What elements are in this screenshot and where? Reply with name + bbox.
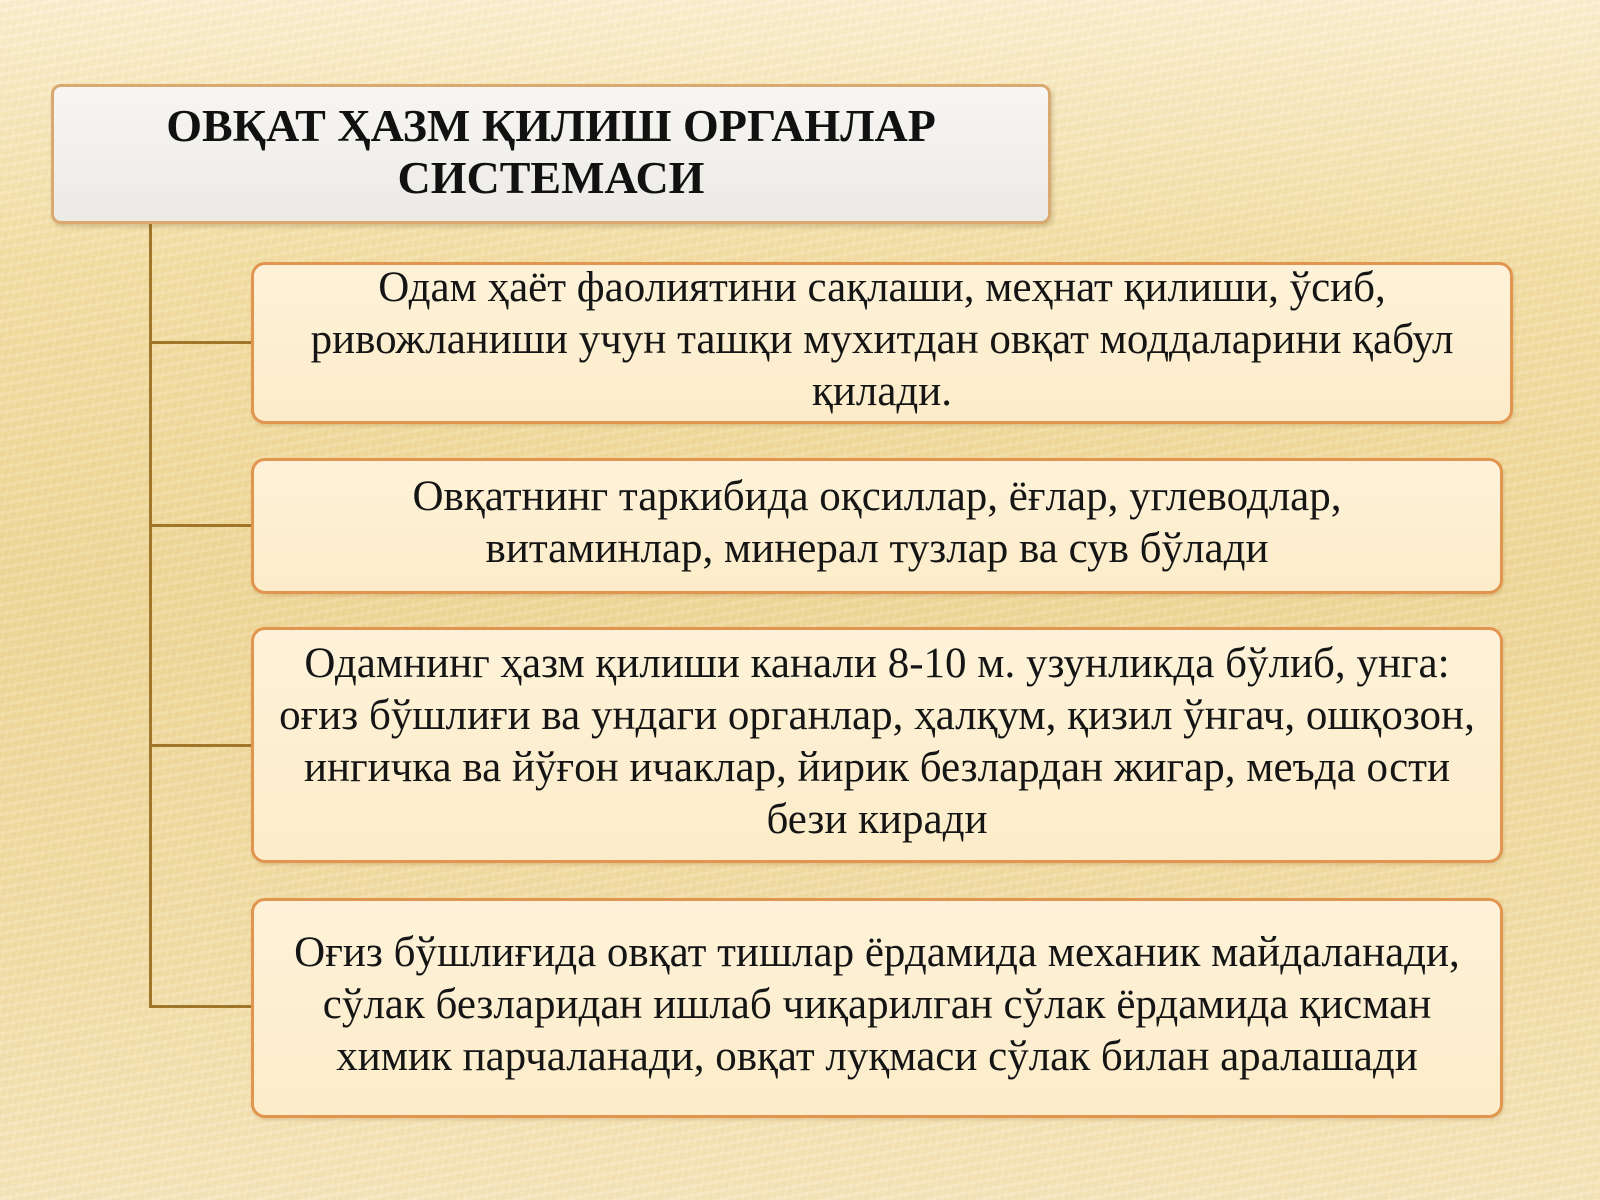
item-box-1 — [251, 262, 1513, 424]
item-text-4: Оғиз бўшлиғида овқат тишлар ёрдамида механик майдаланади, сўлак безларидан ишлаб чиқарилган сўлак ёрдамида қисман химик парчаланади, овқат луқмаси сўлак билан аралашади — [294, 929, 1460, 1080]
diagram-title: ОВҚАТ ҲАЗМ ҚИЛИШ ОРГАНЛАР СИСТЕМАСИ — [166, 100, 936, 203]
item-box-4 — [251, 898, 1503, 1118]
connector-branch-4 — [149, 1005, 251, 1008]
item-text-3: Одамнинг ҳазм қилиши канали 8-10 м. узунликда бўлиб, унга: оғиз бўшлиғи ва ундаги органлар, ҳалқум, қизил ўнгач, ошқозон, ингичка ва йўғон ичаклар, йирик безлардан жигар, меъда ости бези киради — [279, 640, 1475, 843]
item-text-1: Одам ҳаёт фаолиятини сақлаши, меҳнат қилиши, ўсиб, ривожланиши учун ташқи мухитдан овқат моддаларини қабул қилади. — [310, 264, 1454, 415]
connector-branch-2 — [149, 524, 251, 527]
connector-branch-1 — [149, 341, 251, 344]
item-box-2 — [251, 458, 1503, 594]
item-box-3 — [251, 627, 1503, 863]
connector-branch-3 — [149, 744, 251, 747]
title-box — [51, 84, 1051, 224]
item-text-2: Овқатнинг таркибида оқсиллар, ёғлар, углеводлар, витаминлар, минерал тузлар ва сув бўлади — [412, 473, 1342, 572]
